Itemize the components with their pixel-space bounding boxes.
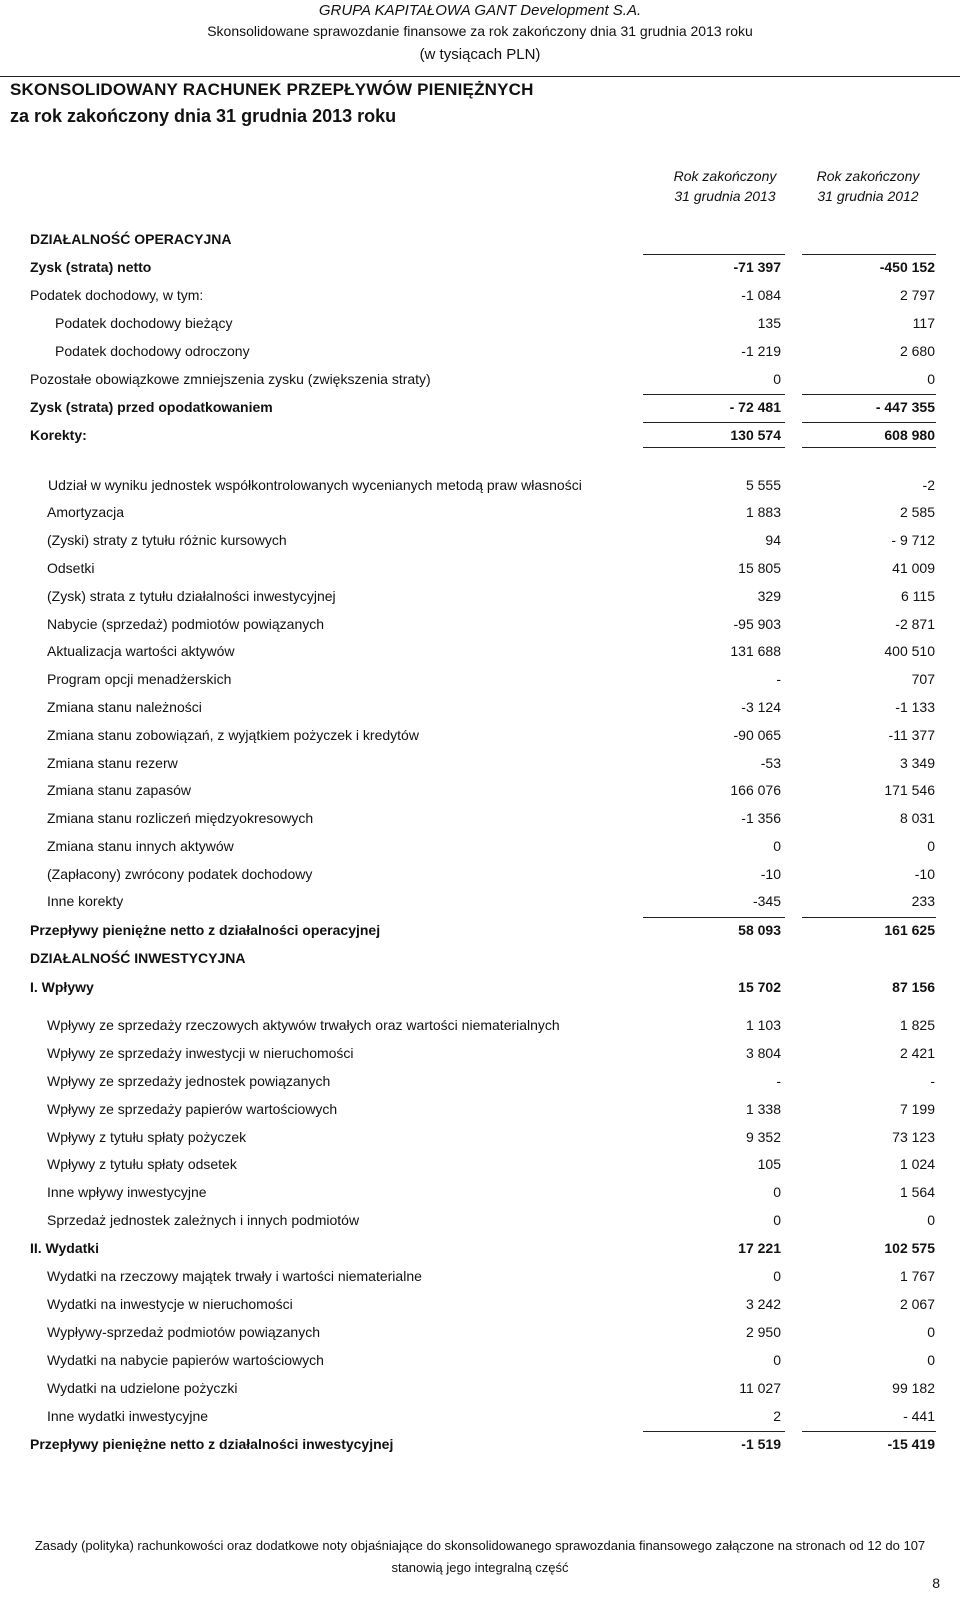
row-label: Amortyzacja — [47, 504, 125, 520]
value-2012: 1 767 — [899, 1268, 935, 1284]
table-row — [0, 1403, 960, 1431]
row-label: Podatek dochodowy, w tym: — [30, 287, 204, 303]
table-row — [0, 917, 960, 945]
value-2012: 2 797 — [899, 287, 935, 303]
value-2012: - 9 712 — [891, 532, 935, 548]
value-2013: 329 — [757, 588, 781, 604]
table-row — [0, 394, 960, 422]
table-row — [0, 338, 960, 366]
value-2012: 73 123 — [892, 1129, 935, 1145]
row-label: Wpływy ze sprzedaży jednostek powiązanych — [47, 1073, 331, 1089]
value-2012: 171 546 — [884, 782, 935, 798]
table-row — [0, 527, 960, 555]
row-label: Zysk (strata) przed opodatkowaniem — [30, 399, 273, 415]
table-row — [0, 1096, 960, 1124]
row-label: II. Wydatki — [30, 1240, 99, 1256]
value-2012: -1 133 — [895, 699, 935, 715]
value-2012: 233 — [911, 893, 935, 909]
row-label: Podatek dochodowy bieżący — [55, 315, 233, 331]
table-row — [0, 1347, 960, 1375]
row-label: Wpływy ze sprzedaży inwestycji w nieruchomości — [47, 1045, 354, 1061]
column-header-2012 — [793, 166, 943, 206]
row-label: DZIAŁALNOŚĆ OPERACYJNA — [30, 231, 232, 247]
value-2013: 131 688 — [730, 643, 781, 659]
column-header-2013-line1: Rok zakończony — [673, 168, 777, 184]
value-2012: 3 349 — [899, 755, 935, 771]
value-2012: 41 009 — [892, 560, 935, 576]
table-row — [0, 422, 960, 450]
value-2013: -95 903 — [733, 616, 781, 632]
value-2012: 0 — [927, 1352, 935, 1368]
value-2013: 0 — [773, 1184, 781, 1200]
table-row — [0, 722, 960, 750]
value-2013: 15 805 — [738, 560, 781, 576]
row-label: Inne wydatki inwestycyjne — [47, 1408, 209, 1424]
value-2012: - 441 — [903, 1408, 935, 1424]
value-2013: -345 — [752, 893, 781, 909]
value-2013: -10 — [760, 866, 781, 882]
value-2013: 1 103 — [745, 1017, 781, 1033]
row-label: Odsetki — [47, 560, 95, 576]
row-label: Zmiana stanu innych aktywów — [47, 838, 234, 854]
table-row — [0, 366, 960, 394]
table-row — [0, 1235, 960, 1263]
value-2012: 1 825 — [899, 1017, 935, 1033]
value-2012: 87 156 — [892, 979, 935, 995]
table-row — [0, 888, 960, 916]
value-2013: 105 — [757, 1156, 781, 1172]
total-rule — [643, 394, 785, 395]
value-2013: 3 804 — [745, 1045, 781, 1061]
value-2012: -2 871 — [895, 616, 935, 632]
row-label: Nabycie (sprzedaż) podmiotów powiązanych — [47, 616, 325, 632]
row-label: (Zapłacony) zwrócony podatek dochodowy — [47, 866, 313, 882]
row-label: Wpływy ze sprzedaży rzeczowych aktywów trwałych oraz wartości niematerialnych — [47, 1017, 560, 1033]
value-2012: 102 575 — [884, 1240, 935, 1256]
value-2012: 2 680 — [899, 343, 935, 359]
row-label: I. Wpływy — [30, 979, 94, 995]
table-row — [0, 750, 960, 778]
value-2013: 1 883 — [745, 504, 781, 520]
column-header-2013 — [650, 166, 800, 206]
total-rule — [643, 1431, 785, 1432]
value-2013: -1 219 — [741, 343, 781, 359]
total-rule — [802, 422, 936, 423]
table-row — [0, 777, 960, 805]
value-2012: 1 564 — [899, 1184, 935, 1200]
value-2013: -71 397 — [733, 259, 781, 275]
value-2012: -450 152 — [879, 259, 935, 275]
table-row — [0, 254, 960, 282]
row-label: Wydatki na nabycie papierów wartościowych — [47, 1352, 324, 1368]
total-rule — [643, 917, 785, 918]
value-2013: 2 — [773, 1408, 781, 1424]
row-label: Podatek dochodowy odroczony — [55, 343, 250, 359]
value-2012: 7 199 — [899, 1101, 935, 1117]
value-2013: - — [776, 671, 781, 687]
value-2012: 2 067 — [899, 1296, 935, 1312]
total-rule — [643, 254, 785, 255]
value-2013: 135 — [757, 315, 781, 331]
value-2013: 94 — [765, 532, 781, 548]
row-label: Korekty: — [30, 427, 87, 443]
total-rule — [643, 422, 785, 423]
row-label: Udział w wyniku jednostek współkontrolowanych wycenianych metodą praw własności — [48, 477, 582, 493]
total-rule — [643, 447, 785, 448]
total-rule — [802, 1431, 936, 1432]
row-label: Aktualizacja wartości aktywów — [47, 643, 235, 659]
value-2012: - — [930, 1073, 935, 1089]
total-rule — [802, 917, 936, 918]
total-rule — [802, 394, 936, 395]
value-2012: 2 585 — [899, 504, 935, 520]
row-label: Przepływy pieniężne netto z działalności inwestycyjnej — [30, 1436, 394, 1452]
value-2012: 608 980 — [884, 427, 935, 443]
value-2012: - 447 355 — [875, 399, 935, 415]
footer-note-line2: stanowią jego integralną część — [391, 1560, 569, 1575]
value-2012: 8 031 — [899, 810, 935, 826]
table-row — [0, 1068, 960, 1096]
value-2013: 15 702 — [738, 979, 781, 995]
table-row — [0, 1319, 960, 1347]
row-label: (Zyski) straty z tytułu różnic kursowych — [47, 532, 287, 548]
value-2012: 99 182 — [892, 1380, 935, 1396]
header-divider — [0, 76, 960, 77]
row-label: Inne wpływy inwestycyjne — [47, 1184, 207, 1200]
table-row — [0, 555, 960, 583]
row-label: (Zysk) strata z tytułu działalności inwestycyjnej — [47, 588, 336, 604]
table-row — [0, 638, 960, 666]
statement-title: SKONSOLIDOWANY RACHUNEK PRZEPŁYWÓW PIENIĘŻNYCH — [10, 80, 534, 99]
row-label: Wypływy-sprzedaż podmiotów powiązanych — [47, 1324, 320, 1340]
value-2013: 58 093 — [738, 922, 781, 938]
column-header-2012-line2: 31 grudnia 2012 — [817, 188, 919, 204]
table-row — [0, 611, 960, 639]
table-row — [0, 945, 960, 973]
row-label: Program opcji menadżerskich — [47, 671, 232, 687]
table-row — [0, 1151, 960, 1179]
column-header-2013-line2: 31 grudnia 2013 — [674, 188, 776, 204]
row-label: Wpływy ze sprzedaży papierów wartościowych — [47, 1101, 338, 1117]
table-row — [0, 499, 960, 527]
value-2012: 2 421 — [899, 1045, 935, 1061]
value-2013: 9 352 — [745, 1129, 781, 1145]
row-label: Zmiana stanu rezerw — [47, 755, 178, 771]
value-2012: 400 510 — [884, 643, 935, 659]
table-row — [0, 1291, 960, 1319]
statement-subtitle: za rok zakończony dnia 31 grudnia 2013 roku — [10, 106, 397, 126]
header-company: GRUPA KAPITAŁOWA GANT Development S.A. — [318, 2, 642, 19]
value-2012: -2 — [922, 477, 935, 493]
value-2012: -10 — [914, 866, 935, 882]
row-label: Zmiana stanu zapasów — [47, 782, 191, 798]
value-2013: 0 — [773, 1268, 781, 1284]
table-row — [0, 583, 960, 611]
row-label: Pozostałe obowiązkowe zmniejszenia zysku (zwiększenia straty) — [30, 371, 431, 387]
value-2012: 1 024 — [899, 1156, 935, 1172]
row-label: Sprzedaż jednostek zależnych i innych podmiotów — [47, 1212, 360, 1228]
row-label: Zmiana stanu należności — [47, 699, 202, 715]
value-2013: 0 — [773, 371, 781, 387]
value-2013: -1 519 — [741, 1436, 781, 1452]
row-label: Zmiana stanu zobowiązań, z wyjątkiem pożyczek i kredytów — [47, 727, 419, 743]
total-rule — [802, 254, 936, 255]
value-2012: -15 419 — [887, 1436, 935, 1452]
row-label: Wydatki na udzielone pożyczki — [47, 1380, 238, 1396]
row-label: Przepływy pieniężne netto z działalności operacyjnej — [30, 922, 381, 938]
table-row — [0, 1207, 960, 1235]
row-label: Zysk (strata) netto — [30, 259, 152, 275]
table-row — [0, 1375, 960, 1403]
table-row — [0, 861, 960, 889]
value-2013: -90 065 — [733, 727, 781, 743]
value-2012: 0 — [927, 371, 935, 387]
table-row — [0, 974, 960, 1002]
row-label: Inne korekty — [47, 893, 124, 909]
table-row — [0, 1012, 960, 1040]
value-2013: 3 242 — [745, 1296, 781, 1312]
header-unit: (w tysiącach PLN) — [419, 46, 541, 63]
page-number: 8 — [932, 1575, 940, 1591]
row-label: Wydatki na rzeczowy majątek trwały i wartości niematerialne — [47, 1268, 422, 1284]
row-label: DZIAŁALNOŚĆ INWESTYCYJNA — [30, 950, 246, 966]
row-label: Wpływy z tytułu spłaty odsetek — [47, 1156, 237, 1172]
value-2012: 161 625 — [884, 922, 935, 938]
value-2013: 166 076 — [730, 782, 781, 798]
table-row — [0, 226, 960, 254]
value-2013: -1 084 — [741, 287, 781, 303]
table-row — [0, 282, 960, 310]
value-2013: 0 — [773, 838, 781, 854]
value-2013: -1 356 — [741, 810, 781, 826]
value-2013: 11 027 — [739, 1380, 781, 1396]
value-2012: 0 — [927, 1324, 935, 1340]
value-2012: -11 377 — [888, 727, 935, 743]
table-row — [0, 805, 960, 833]
row-label: Wpływy z tytułu spłaty pożyczek — [47, 1129, 247, 1145]
table-row — [0, 310, 960, 338]
footer-note-line1: Zasady (polityka) rachunkowości oraz dodatkowe noty objaśniające do skonsolidowanego sprawozdania finansowego załączone na stronach od 12 do 107 — [34, 1538, 926, 1553]
table-row — [0, 1263, 960, 1291]
value-2013: 1 338 — [745, 1101, 781, 1117]
header-report: Skonsolidowane sprawozdanie finansowe za rok zakończony dnia 31 grudnia 2013 roku — [207, 23, 753, 39]
value-2013: - 72 481 — [729, 399, 781, 415]
value-2013: 17 221 — [738, 1240, 781, 1256]
value-2013: 2 950 — [745, 1324, 781, 1340]
value-2012: 117 — [912, 315, 935, 331]
table-row — [0, 833, 960, 861]
table-row — [0, 1040, 960, 1068]
table-row — [0, 1431, 960, 1459]
table-row — [0, 1179, 960, 1207]
table-row — [0, 1124, 960, 1152]
value-2012: 707 — [911, 671, 935, 687]
value-2013: - — [776, 1073, 781, 1089]
value-2013: -3 124 — [741, 699, 781, 715]
table-row — [0, 694, 960, 722]
value-2012: 0 — [927, 838, 935, 854]
value-2013: 0 — [773, 1352, 781, 1368]
value-2012: 0 — [927, 1212, 935, 1228]
value-2013: 130 574 — [730, 427, 781, 443]
value-2013: -53 — [760, 755, 781, 771]
table-row — [0, 472, 960, 500]
value-2013: 5 555 — [745, 477, 781, 493]
table-row — [0, 666, 960, 694]
value-2012: 6 115 — [901, 588, 935, 604]
row-label: Wydatki na inwestycje w nieruchomości — [47, 1296, 293, 1312]
footer-note — [0, 1535, 960, 1579]
row-label: Zmiana stanu rozliczeń międzyokresowych — [47, 810, 314, 826]
total-rule — [802, 447, 936, 448]
value-2013: 0 — [773, 1212, 781, 1228]
column-header-2012-line1: Rok zakończony — [816, 168, 920, 184]
